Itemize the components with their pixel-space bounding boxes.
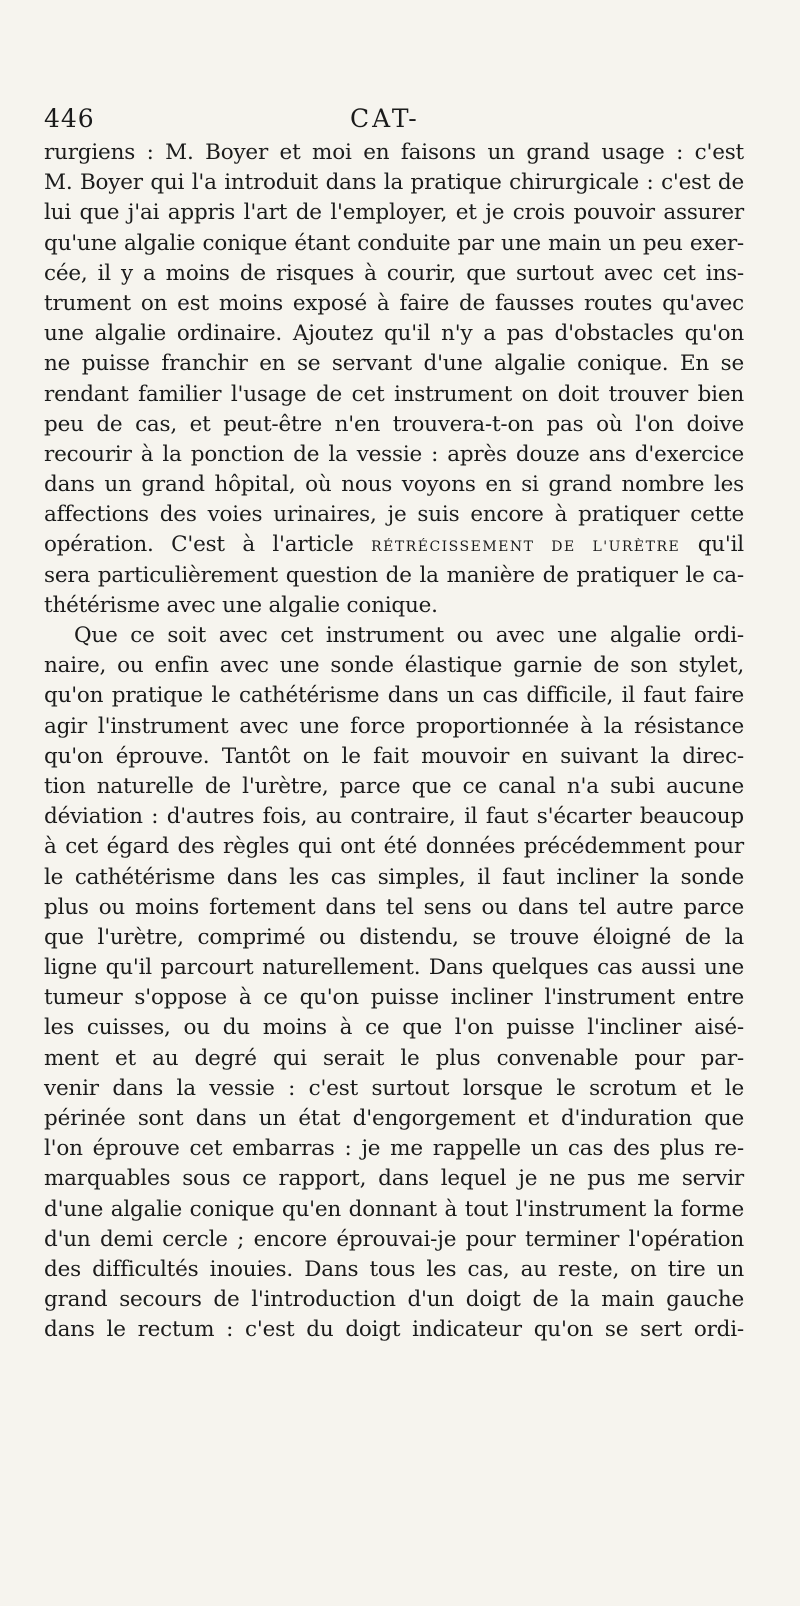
text-line: tion naturelle de l'urètre, parce que ce canal n'a subi aucune [44,773,744,799]
text-line: les cuisses, ou du moins à ce que l'on puisse l'incliner aisé- [44,1015,744,1041]
text-line: tumeur s'oppose à ce qu'on puisse incliner l'instrument entre [44,985,744,1011]
text-line: M. Boyer qui l'a introduit dans la pratique chirurgicale : c'est de [44,170,744,196]
text-line: l'on éprouve cet embarras : je me rappelle un cas des plus re- [44,1136,744,1162]
body-text [44,138,744,1346]
text-line: rurgiens : M. Boyer et moi en faisons un grand usage : c'est [44,140,744,165]
text-line: périnée sont dans un état d'engorgement et d'induration que [44,1106,744,1131]
text-line: thétérisme avec une algalie conique. [44,592,438,618]
running-title: CAT- [350,104,420,133]
text-line: qu'une algalie conique étant conduite par une main un peu exer- [44,230,744,256]
text-line: qu'on éprouve. Tantôt on le fait mouvoir en suivant la direc- [44,743,744,769]
text-line: dans un grand hôpital, où nous voyons en si grand nombre les [44,472,744,498]
text-line: peu de cas, et peut-être n'en trouvera-t-on pas où l'on doive [44,411,744,437]
text-line: qu'on pratique le cathétérisme dans un cas difficile, il faut faire [44,683,744,709]
text-line: ne puisse franchir en se servant d'une algalie conique. En se [44,351,744,377]
running-head [44,104,744,140]
text-line: rendant familier l'usage de cet instrument on doit trouver bien [44,381,744,407]
text-line: naire, ou enfin avec une sonde élastique garnie de son stylet, [44,653,744,679]
text-line: recourir à la ponction de la vessie : après douze ans d'exercice [44,441,744,467]
text-line: opération. C'est à l'article RÉTRÉCISSEMENT DE L'URÈTRE qu'il [44,532,744,558]
text-line: venir dans la vessie : c'est surtout lorsque le scrotum et le [44,1075,744,1101]
text-line: marquables sous ce rapport, dans lequel je ne pus me servir [44,1166,744,1192]
article-reference: RÉTRÉCISSEMENT DE L'URÈTRE [371,539,681,556]
text-line: des difficultés inouies. Dans tous les cas, au reste, on tire un [44,1256,744,1282]
text-line: grand secours de l'introduction d'un doigt de la main gauche [44,1287,744,1313]
text-line: trument on est moins exposé à faire de fausses routes qu'avec [44,290,744,316]
text-line: d'une algalie conique qu'en donnant à tout l'instrument la forme [44,1196,744,1222]
text-line: Que ce soit avec cet instrument ou avec une algalie ordi- [74,623,744,648]
text-line: une algalie ordinaire. Ajoutez qu'il n'y a pas d'obstacles qu'on [44,321,744,347]
text-line: cée, il y a moins de risques à courir, que surtout avec cet ins- [44,260,744,286]
text-line: plus ou moins fortement dans tel sens ou dans tel autre parce [44,894,744,920]
page-number: 446 [44,104,95,133]
text-line: le cathétérisme dans les cas simples, il faut incliner la sonde [44,864,744,890]
text-line: ment et au degré qui serait le plus convenable pour par- [44,1045,744,1071]
text-line: sera particulièrement question de la manière de pratiquer le ca- [44,562,744,588]
text-line: affections des voies urinaires, je suis encore à pratiquer cette [44,502,744,528]
text-line: d'un demi cercle ; encore éprouvai-je pour terminer l'opération [44,1226,744,1252]
text-line: ligne qu'il parcourt naturellement. Dans quelques cas aussi une [44,955,744,981]
text-line: dans le rectum : c'est du doigt indicateur qu'on se sert ordi- [44,1317,744,1343]
text-line: lui que j'ai appris l'art de l'employer, et je crois pouvoir assurer [44,200,744,226]
text-line: déviation : d'autres fois, au contraire, il faut s'écarter beaucoup [44,804,744,830]
text-line: à cet égard des règles qui ont été données précédemment pour [44,834,744,860]
text-line: que l'urètre, comprimé ou distendu, se trouve éloigné de la [44,924,744,950]
text-line: agir l'instrument avec une force proportionnée à la résistance [44,713,744,739]
